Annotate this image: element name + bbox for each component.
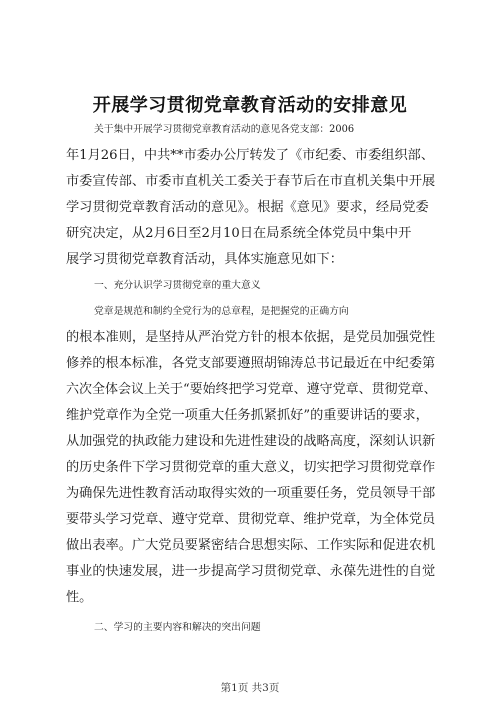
paragraph-line: 展学习贯彻党章教育活动，具体实施意见如下： (66, 252, 343, 267)
paragraph-line: 六次全体会议上关于“要始终把学习党章、遵守党章、贯彻党章、 (66, 382, 437, 397)
paragraph-line: 从加强党的执政能力建设和先进性建设的战略高度，深刻认识新 (66, 434, 436, 449)
paragraph-line: 党章是规范和制约全党行为的总章程，是把握党的正确方向 (94, 306, 349, 317)
paragraph-line: 学习贯彻党章教育活动的意见》。根据《意见》要求，经局党委 (66, 200, 429, 215)
paragraph-line: 事业的快速发展，进一步提高学习贯彻党章、永葆先进性的自觉 (66, 564, 436, 579)
paragraph-line: 关于集中开展学习贯彻党章教育活动的意见各党支部：2006 (94, 124, 355, 135)
paragraph-line: 研究决定，从2月6日至2月10日在局系统全体党员中集中开 (66, 226, 412, 241)
paragraph-line: 市委宣传部、市委市直机关工委关于春节后在市直机关集中开展 (66, 174, 436, 189)
paragraph-line: 为确保先进性教育活动取得实效的一项重要任务，党员领导干部 (66, 486, 436, 501)
paragraph-line: 修养的根本标准，各党支部要遵照胡锦涛总书记最近在中纪委第 (66, 356, 436, 371)
paragraph-line: 维护党章作为全党一项重大任务抓紧抓好”的重要讲话的要求， (66, 408, 429, 423)
page-footer: 第1页 共3页 (220, 682, 280, 694)
paragraph-line: 的根本准则，是坚持从严治党方针的根本依据，是党员加强党性 (66, 330, 436, 345)
paragraph-line: 性。 (66, 590, 93, 605)
document-title: 开展学习贯彻党章教育活动的安排意见 (92, 95, 408, 116)
paragraph-line: 的历史条件下学习贯彻党章的重大意义，切实把学习贯彻党章作 (66, 460, 436, 475)
paragraph-line: 做出表率。广大党员要紧密结合思想实际、工作实际和促进农机 (66, 538, 436, 553)
paragraph-line: 年1月26日，中共**市委办公厅转发了《市纪委、市委组织部、 (66, 148, 435, 163)
section-heading: 一、充分认识学习贯彻党章的重大意义 (94, 280, 261, 291)
section-heading: 二、学习的主要内容和解决的突出问题 (94, 622, 261, 633)
paragraph-line: 要带头学习党章、遵守党章、贯彻党章、维护党章，为全体党员 (66, 512, 436, 527)
